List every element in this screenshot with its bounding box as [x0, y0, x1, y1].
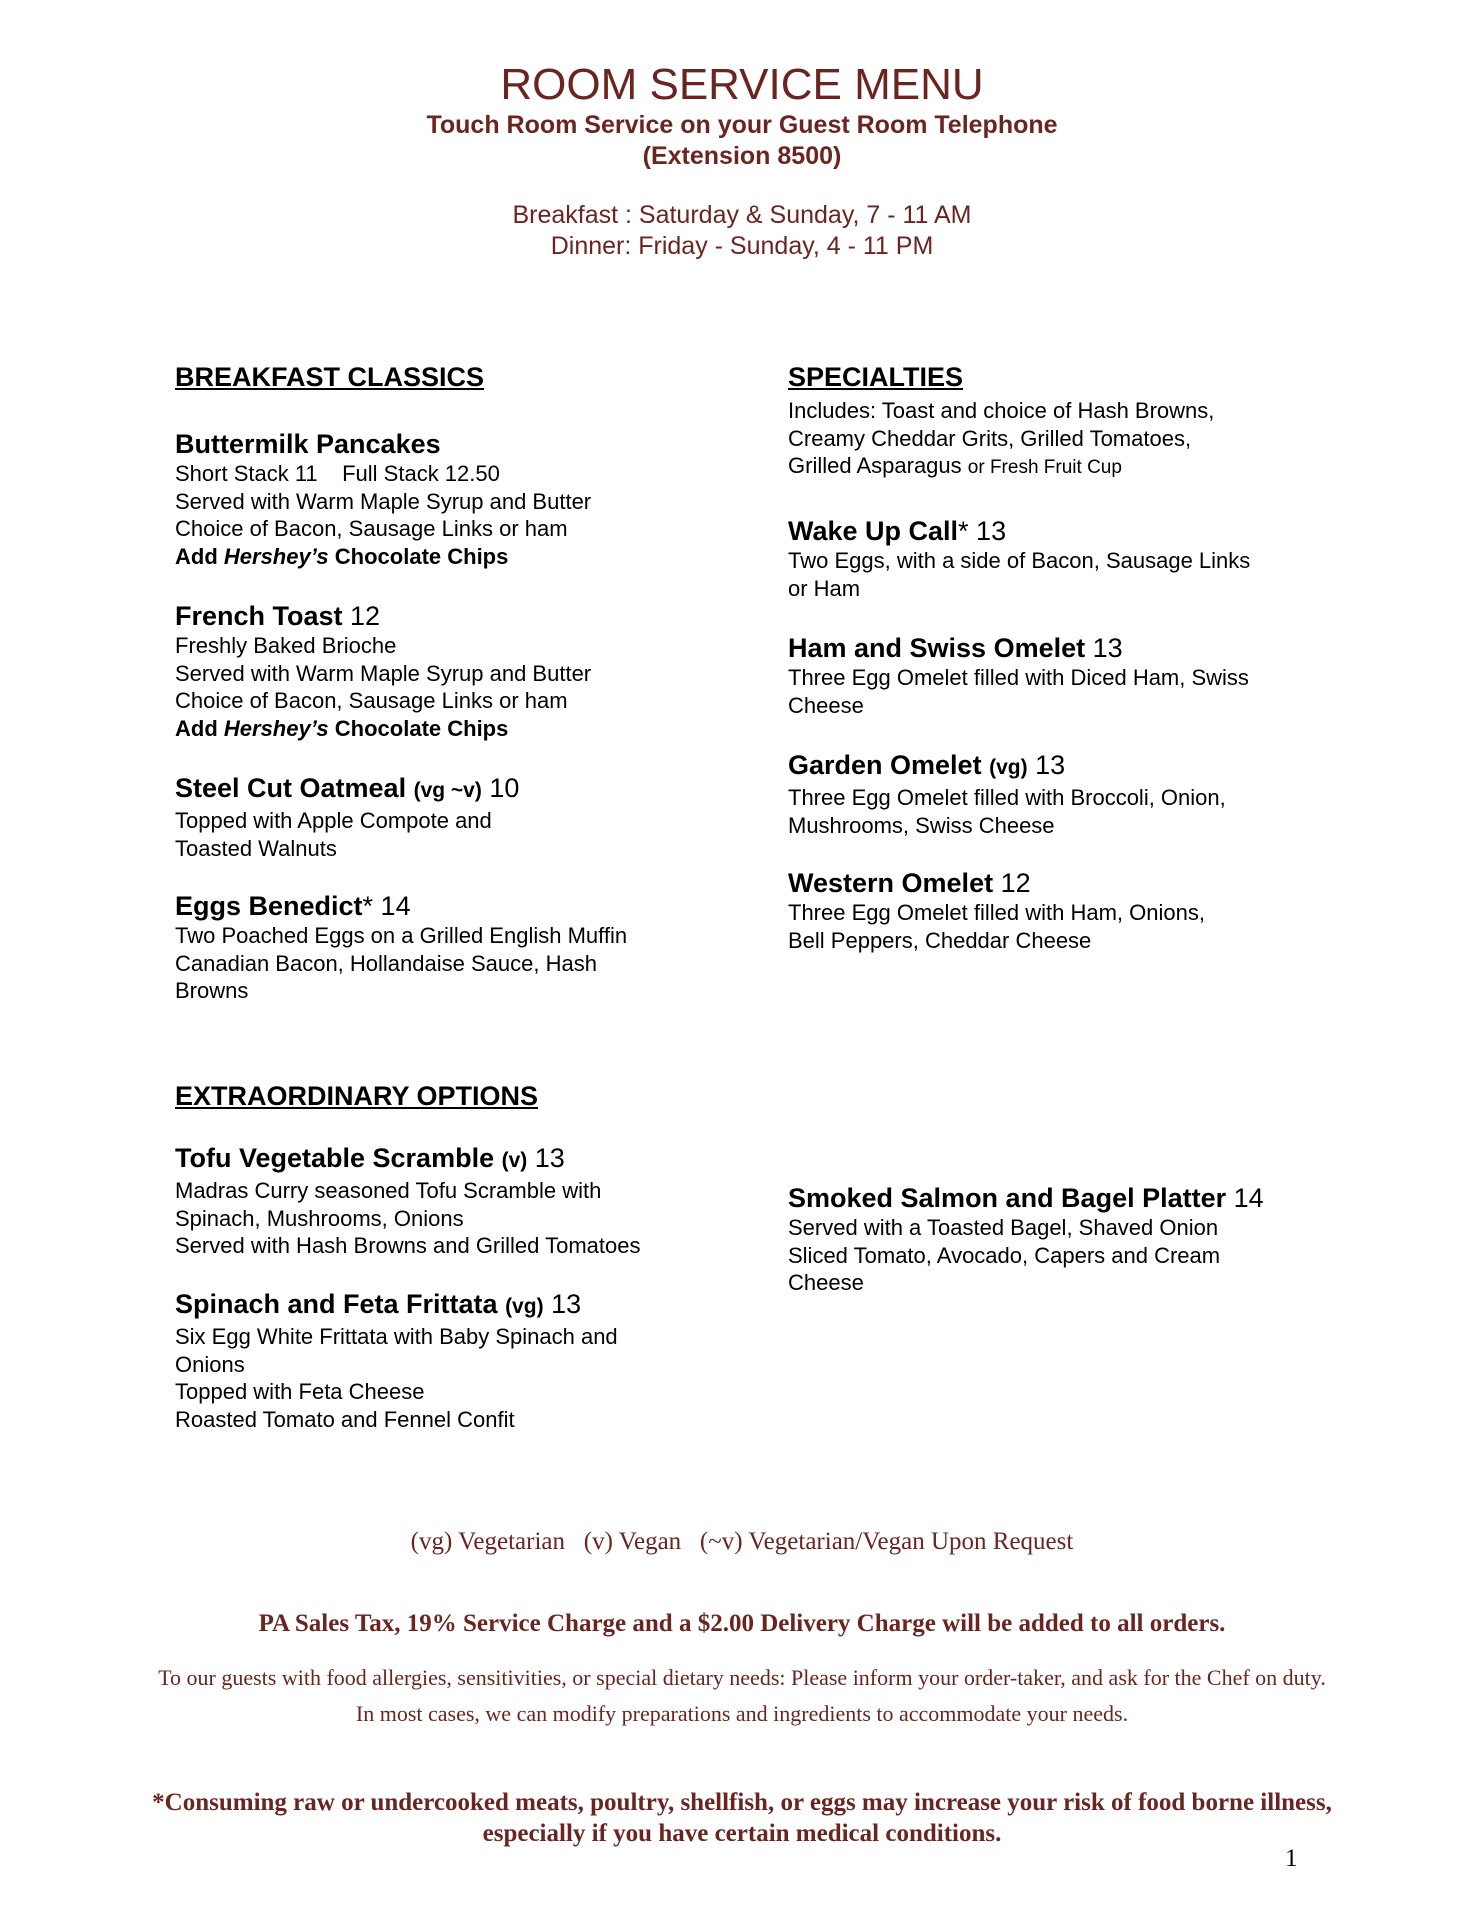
includes-text-small: or Fresh Fruit Cup — [967, 457, 1122, 478]
item-addon — [175, 715, 735, 743]
item-name: Buttermilk Pancakes — [175, 429, 441, 459]
section-heading-extraordinary-options: EXTRAORDINARY OPTIONS — [175, 1081, 539, 1111]
breakfast-hours: Breakfast : Saturday & Sunday, 7 - 11 AM — [512, 201, 972, 229]
item-price: 13 — [1027, 750, 1066, 780]
item-name: Garden Omelet — [788, 750, 990, 780]
item-desc: Three Egg Omelet filled with Diced Ham, Swiss — [788, 665, 1249, 690]
item-diet-tag: (vg ~v) — [413, 779, 482, 802]
item-price: 13 — [543, 1289, 582, 1319]
addon-prefix: Add — [175, 715, 224, 741]
item-diet-tag: (vg) — [505, 1295, 544, 1318]
item-desc: Freshly Baked Brioche — [175, 633, 397, 658]
item-price: 14 — [1226, 1183, 1264, 1213]
item-name: Wake Up Call — [788, 516, 959, 546]
addon-prefix: Add — [175, 543, 224, 569]
item-price: 12 — [342, 601, 381, 631]
includes-line: Includes: Toast and choice of Hash Browns, — [788, 398, 1215, 423]
item-desc: Topped with Feta Cheese — [175, 1379, 425, 1404]
item-diet-tag: (v) — [501, 1149, 528, 1172]
tax-notice: PA Sales Tax, 19% Service Charge and a $2.00 Delivery Charge will be added to all orders. — [258, 1610, 1226, 1637]
item-desc: Madras Curry seasoned Tofu Scramble with — [175, 1178, 602, 1203]
item-name: Western Omelet — [788, 868, 994, 898]
item-name: Eggs Benedict — [175, 891, 363, 921]
subtitle-line-1: Touch Room Service on your Guest Room Telephone — [426, 111, 1058, 139]
item-desc: Sliced Tomato, Avocado, Capers and Cream — [788, 1242, 1221, 1268]
item-desc: Served with Hash Browns and Grilled Tomatoes — [175, 1233, 641, 1258]
item-name: Tofu Vegetable Scramble — [175, 1143, 502, 1173]
item-diet-tag: (vg) — [989, 756, 1028, 779]
item-desc: Two Eggs, with a side of Bacon, Sausage Links — [788, 548, 1251, 573]
includes-line — [788, 452, 1348, 482]
item-desc: Topped with Apple Compote and — [175, 808, 492, 833]
item-price: 13 — [1085, 633, 1123, 663]
menu-item-wake-up-call — [788, 515, 1348, 602]
addon-brand: Hershey’s — [223, 715, 329, 741]
item-desc: Choice of Bacon, Sausage Links or ham — [175, 516, 568, 541]
item-price: 12 — [993, 868, 1031, 898]
item-desc: Canadian Bacon, Hollandaise Sauce, Hash — [175, 950, 597, 976]
item-desc: Roasted Tomato and Fennel Confit — [175, 1406, 515, 1432]
item-desc: Served with Warm Maple Syrup and Butter — [175, 488, 592, 514]
item-desc: or Ham — [788, 575, 861, 601]
item-desc: Browns — [175, 978, 249, 1003]
addon-suffix: Chocolate Chips — [328, 543, 509, 569]
item-name: Smoked Salmon and Bagel Platter — [788, 1183, 1227, 1213]
menu-item-smoked-salmon-bagel-platter — [788, 1182, 1348, 1297]
dietary-legend: (vg) Vegetarian (v) Vegan (~v) Vegetarian/Vegan Upon Request — [410, 1528, 1074, 1555]
item-name: Ham and Swiss Omelet — [788, 633, 1086, 663]
item-desc: Six Egg White Frittata with Baby Spinach and — [175, 1324, 618, 1349]
item-desc: Bell Peppers, Cheddar Cheese — [788, 927, 1092, 953]
page-number: 1 — [1285, 1845, 1298, 1872]
item-price: * 14 — [362, 891, 411, 921]
specialties-includes — [788, 397, 1348, 482]
item-desc: Three Egg Omelet filled with Broccoli, Onion, — [788, 785, 1226, 810]
item-desc: Short Stack 11 Full Stack 12.50 — [175, 461, 500, 486]
menu-item-ham-swiss-omelet — [788, 632, 1348, 719]
addon-suffix: Chocolate Chips — [328, 715, 509, 741]
item-name: Steel Cut Oatmeal — [175, 773, 414, 803]
allergy-notice: To our guests with food allergies, sensitivities, or special dietary needs: Please inform your order-taker, and ask for the Chef on duty. In most cases, we can modify preparations and ingredients to accommodate your needs. — [158, 1665, 1326, 1726]
item-desc: Onions — [175, 1351, 245, 1377]
item-price: * 13 — [958, 516, 1007, 546]
menu-item-garden-omelet — [788, 749, 1348, 839]
dinner-hours: Dinner: Friday - Sunday, 4 - 11 PM — [550, 232, 934, 260]
subtitle-line-2: (Extension 8500) — [642, 142, 842, 170]
item-desc: Cheese — [788, 692, 864, 718]
includes-text: Grilled Asparagus — [788, 453, 968, 478]
addon-brand: Hershey’s — [223, 543, 329, 569]
item-desc: Served with Warm Maple Syrup and Butter — [175, 660, 592, 686]
menu-item-buttermilk-pancakes — [175, 428, 735, 570]
item-price: 10 — [481, 773, 520, 803]
menu-item-western-omelet — [788, 867, 1348, 954]
item-name: French Toast — [175, 601, 343, 631]
item-desc: Cheese — [788, 1270, 864, 1295]
consumption-warning: *Consuming raw or undercooked meats, poultry, shellfish, or eggs may increase your risk of food borne illness, especially if you have certain medical conditions. — [152, 1789, 1332, 1847]
menu-item-spinach-feta-frittata — [175, 1288, 735, 1433]
includes-line: Creamy Cheddar Grits, Grilled Tomatoes, — [788, 425, 1192, 451]
menu-item-french-toast — [175, 600, 735, 742]
item-desc: Served with a Toasted Bagel, Shaved Onion — [788, 1215, 1219, 1240]
item-price: 13 — [527, 1143, 565, 1173]
item-name: Spinach and Feta Frittata — [175, 1289, 506, 1319]
item-desc: Mushrooms, Swiss Cheese — [788, 812, 1055, 838]
section-heading-specialties: SPECIALTIES — [788, 362, 964, 392]
item-desc: Choice of Bacon, Sausage Links or ham — [175, 688, 568, 713]
item-desc: Two Poached Eggs on a Grilled English Muffin — [175, 923, 628, 948]
section-heading-breakfast-classics: BREAKFAST CLASSICS — [175, 362, 485, 392]
item-desc: Three Egg Omelet filled with Ham, Onions, — [788, 900, 1205, 925]
menu-item-tofu-vegetable-scramble — [175, 1142, 735, 1260]
menu-item-steel-cut-oatmeal — [175, 772, 735, 862]
item-desc: Toasted Walnuts — [175, 835, 337, 861]
item-desc: Spinach, Mushrooms, Onions — [175, 1205, 464, 1231]
page-title: ROOM SERVICE MENU — [500, 60, 984, 109]
item-addon — [175, 543, 735, 571]
menu-item-eggs-benedict — [175, 890, 735, 1005]
